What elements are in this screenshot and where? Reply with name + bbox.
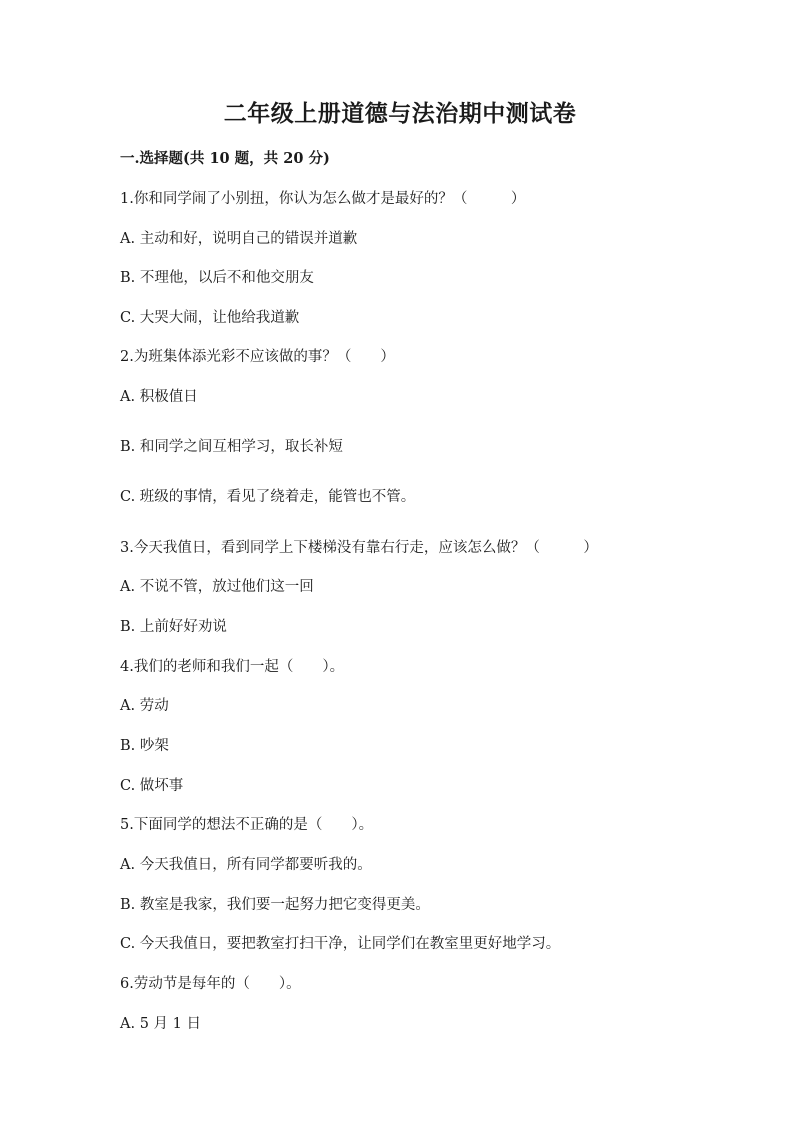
section-heading: 一.选择题(共 10 题，共 20 分) xyxy=(120,150,330,167)
question-5-stem: 5.下面同学的想法不正确的是（ ）。 xyxy=(120,817,374,833)
question-2-option-a: A. 积极值日 xyxy=(120,389,198,405)
question-2-option-c: C. 班级的事情，看见了绕着走，能管也不管。 xyxy=(120,489,416,505)
question-4-option-a: A. 劳动 xyxy=(120,698,169,714)
page-title: 二年级上册道德与法治期中测试卷 xyxy=(223,100,577,127)
question-6-option-a: A. 5 月 1 日 xyxy=(120,1016,201,1032)
question-5-option-c: C. 今天我值日，要把教室打扫干净，让同学们在教室里更好地学习。 xyxy=(120,936,561,952)
question-2-option-b: B. 和同学之间互相学习，取长补短 xyxy=(120,439,343,455)
question-5-option-b: B. 教室是我家，我们要一起努力把它变得更美。 xyxy=(120,897,430,913)
question-6-stem: 6.劳动节是每年的（ ）。 xyxy=(120,976,301,992)
question-1-option-c: C. 大哭大闹，让他给我道歉 xyxy=(120,310,300,326)
question-5-option-a: A. 今天我值日，所有同学都要听我的。 xyxy=(120,857,372,873)
question-4-option-c: C. 做坏事 xyxy=(120,778,184,794)
question-4-stem: 4.我们的老师和我们一起（ ）。 xyxy=(120,659,345,675)
question-3-stem: 3.今天我值日，看到同学上下楼梯没有靠右行走，应该怎么做？（ ） xyxy=(120,540,598,556)
question-1-option-b: B. 不理他，以后不和他交朋友 xyxy=(120,270,314,286)
question-3-option-a: A. 不说不管，放过他们这一回 xyxy=(120,579,314,595)
question-1-stem: 1.你和同学闹了小别扭，你认为怎么做才是最好的？（ ） xyxy=(120,191,526,207)
question-4-option-b: B. 吵架 xyxy=(120,738,169,754)
question-1-option-a: A. 主动和好，说明自己的错误并道歉 xyxy=(120,231,358,247)
question-3-option-b: B. 上前好好劝说 xyxy=(120,619,227,635)
question-2-stem: 2.为班集体添光彩不应该做的事？（ ） xyxy=(120,349,395,365)
